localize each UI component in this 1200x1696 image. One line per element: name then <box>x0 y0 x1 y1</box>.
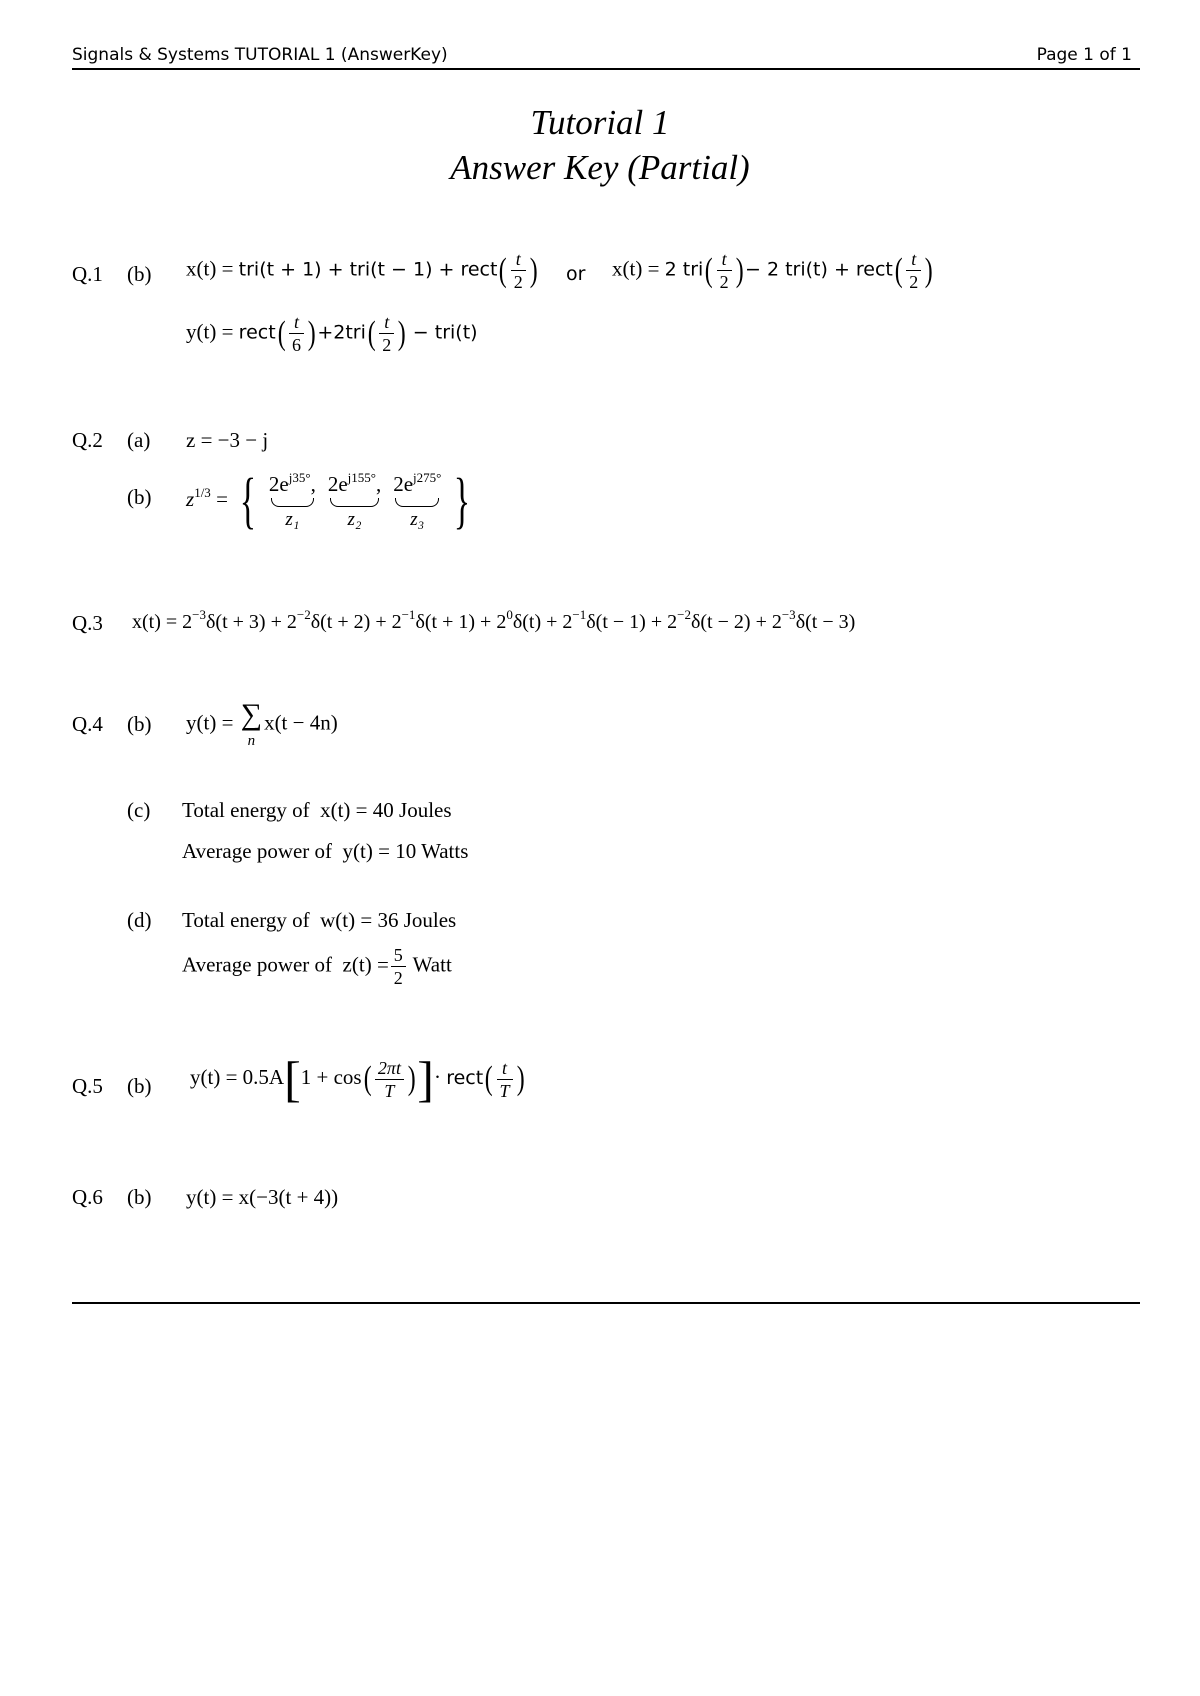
q1-equation-3: y(t) = rect( $\frac{t}{6}$ )+2tri( $\frac{t}{2}$ ) − tri(t) <box>186 312 478 355</box>
q1-eq3-frac-2: $\frac{t}{2}$ <box>379 313 394 354</box>
q4-part-b: (b) <box>127 712 152 736</box>
q3-term: $2^{-1}\delta(t - 1)$ + <box>562 607 663 633</box>
q2-root-2: $2e^{j155^\circ}$, z₂ <box>327 469 382 530</box>
q3-term: $2^{-3}\delta(t + 3)$ + <box>182 607 282 633</box>
q6-part: (b) <box>127 1185 152 1209</box>
q6-equation: y(t) = x(−3(t + 4)) <box>186 1185 339 1209</box>
q2-root-1: $2e^{j35^\circ}$, z₁ <box>268 469 316 530</box>
q3-term: $2^{-3}\delta(t - 3)$ <box>771 607 856 633</box>
q1-eq2-body-1: 2 tri <box>664 258 704 281</box>
q5-label: Q.5 <box>72 1074 103 1098</box>
q2-label: Q.2 <box>72 428 103 452</box>
q1-eq3-body-3: − tri(t) <box>412 321 478 344</box>
q1-or: or <box>566 263 586 285</box>
q1-eq3-frac-1: $\frac{t}{6}$ <box>289 313 304 354</box>
q2-root-3: $2e^{j275^\circ}$ z₃ <box>393 469 442 530</box>
q5-frac-2: $\frac{t}{T}$ <box>497 1059 513 1100</box>
q4-part-d: (d) <box>127 908 152 932</box>
sum-symbol: ∑ n <box>240 698 263 749</box>
q4-d-frac: $\frac{5}{2}$ <box>391 946 406 987</box>
q1-eq1-lhs: x(t) = <box>186 256 234 281</box>
q1-eq2-body-2: − 2 tri(t) + rect <box>745 258 893 281</box>
q1-eq3-lhs: y(t) = <box>186 319 234 344</box>
doc-subtitle: Answer Key (Partial) <box>450 148 750 187</box>
q3-label: Q.3 <box>72 611 103 635</box>
q3-term: $2^{-2}\delta(t + 2)$ + <box>286 607 387 633</box>
q6-label: Q.6 <box>72 1185 103 1209</box>
q1-equation-2: x(t) = 2 tri( $\frac{t}{2}$ )− 2 tri(t) + rect( $\frac{t}{2}$ ) <box>612 249 933 292</box>
q1-eq1-body: tri(t + 1) + tri(t − 1) + rect <box>238 258 498 281</box>
q3-term: $2^{-1}\delta(t + 1)$ + <box>391 607 492 633</box>
q1-eq3-body-2: +2tri <box>317 321 366 344</box>
q1-label: Q.1 <box>72 262 103 286</box>
q1-eq3-body-1: rect <box>238 321 276 344</box>
q3-equation <box>132 607 856 634</box>
doc-title: Tutorial 1 <box>530 103 670 142</box>
q5-equation: y(t) = 0.5A[1 + cos( $\frac{2\pi t}{T}$ )]· rect( $\frac{t}{T}$ ) <box>190 1051 525 1107</box>
q1-eq2-frac-1: $\frac{t}{2}$ <box>717 250 732 291</box>
q1-eq2-frac-2: $\frac{t}{2}$ <box>906 250 921 291</box>
q4-label: Q.4 <box>72 712 103 736</box>
q1-equation-1: x(t) = tri(t + 1) + tri(t − 1) + rect( $\frac{t}{2}$ ) <box>186 249 538 292</box>
q3-term: $2^0\delta(t)$ + <box>496 607 558 633</box>
q2-part-a: (a) <box>127 428 151 452</box>
q2-equation-b: $z^{1/3}$ = { $2e^{j35^\circ}$, z₁ $2e^{j155^\circ}$, z₂ $2e^{j275^\circ}$ z₃ } <box>186 467 471 535</box>
q4-d-line-1: Total energy of w(t) = 36 Joules <box>182 908 457 932</box>
footer-rule <box>72 1302 1140 1304</box>
q5-part: (b) <box>127 1074 152 1098</box>
q3-lhs: x(t) = <box>132 611 178 633</box>
q4-equation-b: y(t) = ∑ n x(t − 4n) <box>186 698 338 749</box>
q3-term: $2^{-2}\delta(t - 2)$ + <box>667 607 767 633</box>
q4-part-c: (c) <box>127 798 151 822</box>
q4-d-line-2: Average power of z(t) = $\frac{5}{2}$ Watt <box>182 945 452 988</box>
header-title: Signals & Systems TUTORIAL 1 (AnswerKey) <box>72 45 448 65</box>
q1-eq1-frac: $\frac{t}{2}$ <box>511 250 526 291</box>
page-number: Page 1 of 1 <box>1036 45 1132 65</box>
header-rule <box>72 68 1140 70</box>
q1-part: (b) <box>127 262 152 286</box>
q4-c-line-2: Average power of y(t) = 10 Watts <box>182 839 469 863</box>
q2-equation-a: z = −3 − j <box>186 428 269 452</box>
q2-part-b: (b) <box>127 485 152 509</box>
q1-eq2-lhs: x(t) = <box>612 256 660 281</box>
q4-c-line-1: Total energy of x(t) = 40 Joules <box>182 798 452 822</box>
q5-frac-1: $\frac{2\pi t}{T}$ <box>375 1059 404 1100</box>
